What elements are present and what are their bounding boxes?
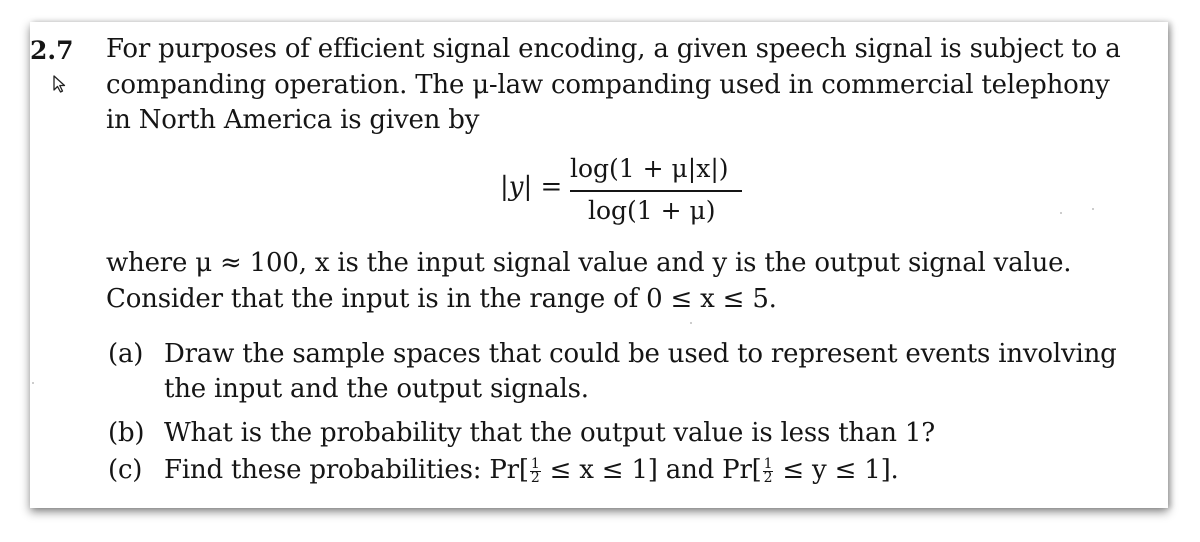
scan-speck [32, 382, 34, 384]
problem-page [30, 22, 1168, 508]
scan-speck [1060, 212, 1062, 214]
equation-denominator: log(1 + μ) [588, 196, 716, 225]
part-a-line-2: the input and the output signals. [164, 374, 589, 404]
half-fraction-2: $\frac{1}{2}$ [763, 455, 773, 486]
mu-law-equation [500, 154, 770, 234]
equation-numerator: log(1 + μ|x|) [570, 154, 729, 183]
part-a-label: (a) [108, 339, 144, 369]
intro-line-1: For purposes of efficient signal encoding, a given speech signal is subject to a [106, 34, 1121, 64]
fraction-bar [570, 190, 742, 192]
part-c-prefix: Find these probabilities: Pr[ [164, 455, 529, 485]
intro-line-3: in North America is given by [106, 105, 480, 135]
mouse-cursor-icon [53, 75, 67, 93]
part-c-mid2: ≤ y ≤ 1]. [774, 455, 899, 485]
intro-line-2: companding operation. The μ-law companding used in commercial telephony [106, 70, 1110, 100]
scan-speck [690, 322, 692, 324]
scan-speck [1092, 208, 1094, 210]
part-c-mid1: ≤ x ≤ 1] and Pr[ [541, 455, 762, 485]
part-c-label: (c) [108, 455, 143, 485]
part-b-line-1: What is the probability that the output value is less than 1? [164, 418, 935, 448]
range-line: Consider that the input is in the range of 0 ≤ x ≤ 5. [106, 284, 777, 314]
part-a-line-1: Draw the sample spaces that could be used to represent events involving [164, 339, 1117, 369]
half-fraction-1: $\frac{1}{2}$ [530, 455, 540, 486]
part-c-line [164, 455, 899, 485]
where-line: where μ ≈ 100, x is the input signal value and y is the output signal value. [106, 248, 1072, 278]
equation-lhs: |y| = [500, 172, 563, 202]
problem-number: 2.7 [30, 36, 74, 65]
part-b-label: (b) [108, 418, 145, 448]
